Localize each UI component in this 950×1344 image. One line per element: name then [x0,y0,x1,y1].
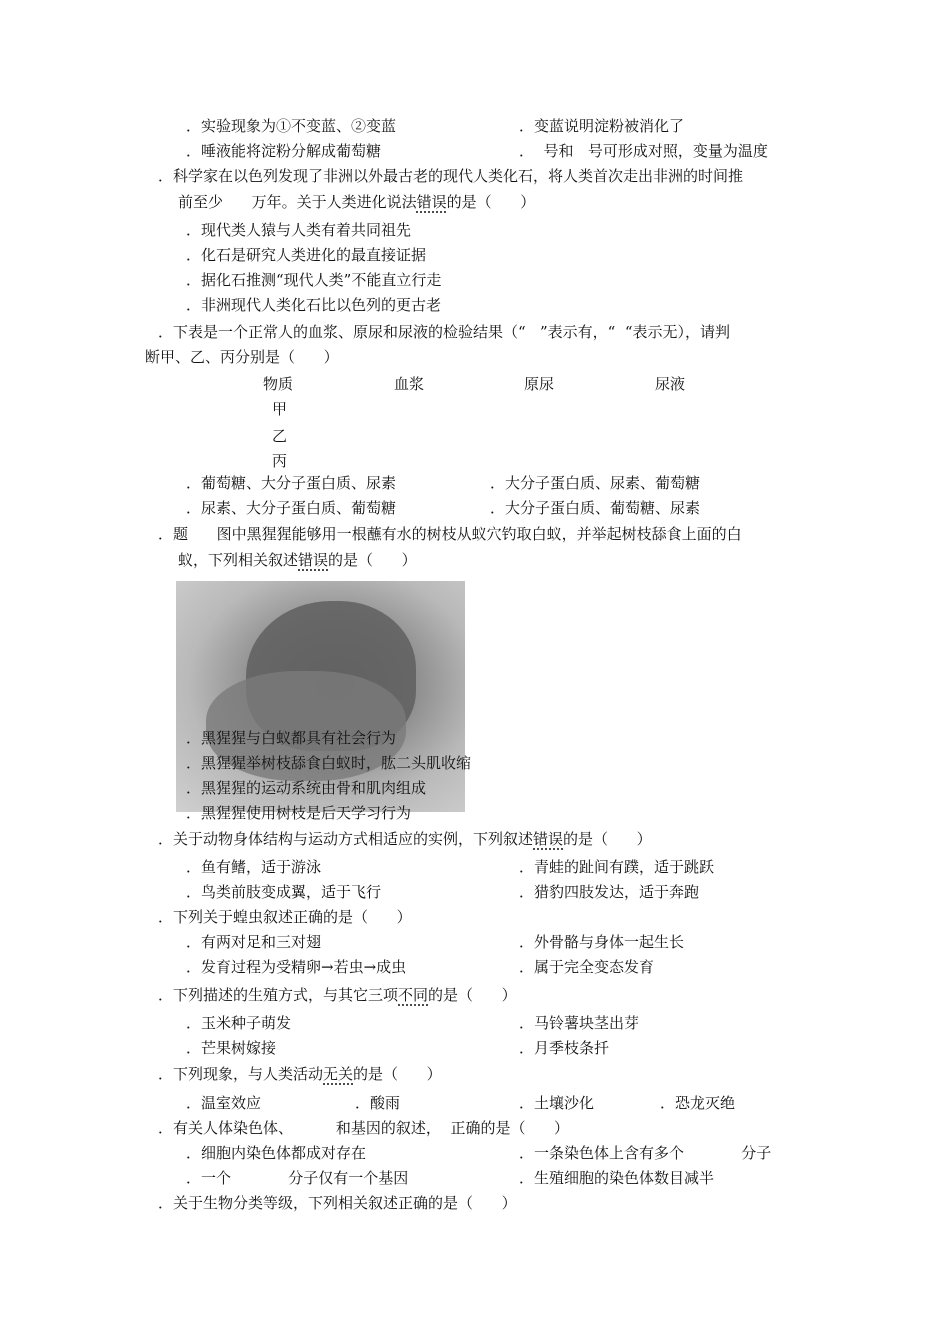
option-c: ．黑猩猩的运动系统由骨和肌肉组成 [186,779,427,797]
option-a: ．有两对足和三对翅 [186,933,322,951]
option-d: ．猎豹四肢发达，适于奔跑 [519,883,700,901]
question-stem-line2: 蚁，下列相关叙述错误的是（ ） [178,551,417,569]
option-d: ．黑猩猩使用树枝是后天学习行为 [186,804,412,822]
table-row-label: 丙 [272,452,288,470]
option-c: ．一个 分子仅有一个基因 [186,1169,409,1187]
option-c: ．据化石推测“现代人类”不能直立行走 [186,271,442,289]
option-b: ．大分子蛋白质、尿素、葡萄糖 [490,474,701,492]
option-d: ．生殖细胞的染色体数目减半 [519,1169,715,1187]
table-row-label: 甲 [272,400,288,418]
option-b: ．变蓝说明淀粉被消化了 [519,117,685,135]
option-c: ．唾液能将淀粉分解成葡萄糖 [186,142,382,160]
option-a: ．玉米种子萌发 [186,1014,292,1032]
option-c: ．土壤沙化 [519,1094,595,1112]
question-stem: ．下表是一个正常人的血浆、原尿和尿液的检验结果（“ ”表示有，“ “表示无），请判 [158,323,731,341]
option-a: ．现代类人猿与人类有着共同祖先 [186,221,412,239]
emphasis-mark: 错误 [298,551,329,569]
question-stem: ．科学家在以色列发现了非洲以外最古老的现代人类化石，将人类首次走出非洲的时间推 [158,167,744,185]
question-stem-line2: 断甲、乙、丙分别是（ ） [145,348,339,366]
option-b: ．马铃薯块茎出芽 [519,1014,640,1032]
emphasis-mark: 无关 [323,1065,354,1083]
table-header-urine: 尿液 [655,375,686,393]
option-b: ．外骨骼与身体一起生长 [519,933,685,951]
table-header-substance: 物质 [263,375,294,393]
option-b: ．化石是研究人类进化的最直接证据 [186,246,427,264]
option-a: ．鱼有鳍，适于游泳 [186,858,322,876]
emphasis-mark: 错误 [533,830,564,848]
question-stem: ．题 图中黑猩猩能够用一根蘸有水的树枝从蚁穴钓取白蚁，并举起树枝舔食上面的白 [158,525,742,543]
option-b: ．一条染色体上含有多个 分子 [519,1144,772,1162]
option-b: ．黑猩猩举树枝舔食白蚁时，肱二头肌收缩 [186,754,472,772]
option-d: ．非洲现代人类化石比以色列的更古老 [186,296,442,314]
option-d: ．大分子蛋白质、葡萄糖、尿素 [490,499,701,517]
option-d: ．属于完全变态发育 [519,958,655,976]
option-a: ．温室效应 [186,1094,262,1112]
question-stem: ．有关人体染色体、 和基因的叙述， 正确的是（ ） [158,1119,570,1137]
emphasis-mark: 错误 [416,193,447,211]
question-stem-line2: 前至少 万年。关于人类进化说法错误的是（ ） [178,193,536,211]
option-d: ． 号和 号可形成对照，变量为温度 [519,142,768,160]
table-header-plasma: 血浆 [394,375,425,393]
question-stem: ．下列关于蝗虫叙述正确的是（ ） [158,908,412,926]
option-c: ．发育过程为受精卵→若虫→成虫 [186,958,407,976]
question-stem: ．下列现象，与人类活动无关的是（ ） [158,1065,442,1083]
option-d: ．恐龙灭绝 [660,1094,736,1112]
option-a: ．葡萄糖、大分子蛋白质、尿素 [186,474,397,492]
option-c: ．鸟类前肢变成翼，适于飞行 [186,883,382,901]
option-c: ．尿素、大分子蛋白质、葡萄糖 [186,499,397,517]
option-a: ．实验现象为①不变蓝、②变蓝 [186,117,397,135]
question-stem: ．关于生物分类等级，下列相关叙述正确的是（ ） [158,1194,517,1212]
question-stem: ．关于动物身体结构与运动方式相适应的实例，下列叙述错误的是（ ） [158,830,652,848]
option-c: ．芒果树嫁接 [186,1039,277,1057]
emphasis-mark: 不同 [398,986,429,1004]
option-a: ．细胞内染色体都成对存在 [186,1144,367,1162]
option-b: ．青蛙的趾间有蹼，适于跳跃 [519,858,715,876]
question-stem: ．下列描述的生殖方式，与其它三项不同的是（ ） [158,986,517,1004]
option-a: ．黑猩猩与白蚁都具有社会行为 [186,729,397,747]
table-row-label: 乙 [272,427,288,445]
table-header-primary-urine: 原尿 [524,375,555,393]
option-d: ．月季枝条扦 [519,1039,610,1057]
option-b: ．酸雨 [355,1094,401,1112]
